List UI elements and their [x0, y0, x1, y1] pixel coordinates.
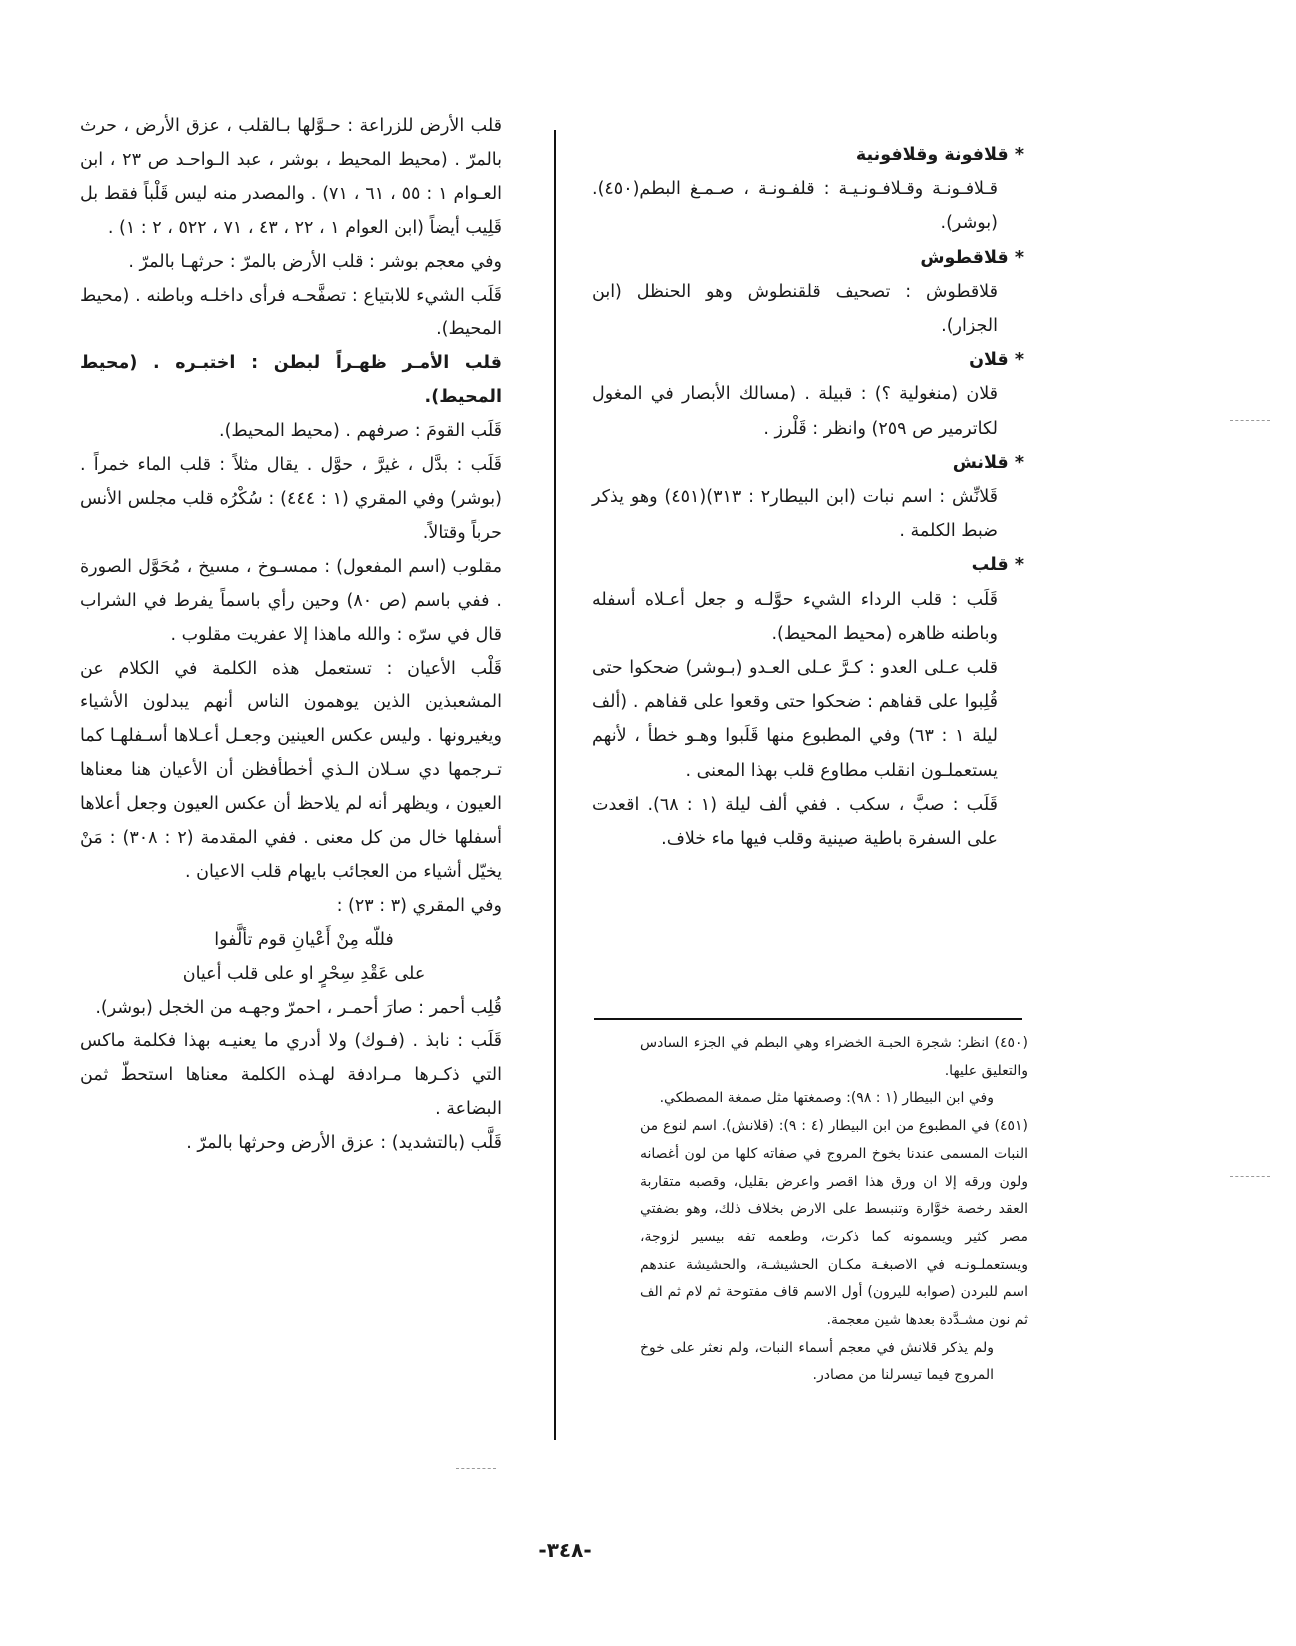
left-column [80, 110, 528, 1161]
verse-line: على عَقْدِ سِحْرٍ او على قلب أعيان [182, 963, 426, 984]
entry-text: قَلَب : بدَّل ، غيرَّ ، حوَّل . يقال مثلاً : قلب الماء خمراً . (بوشر) وفي المقري (١ : ٤٤٤) : سُكْرُه قلب مجلس الأنس حرباً وقتالاً. [80, 455, 502, 543]
entry-text: قَلانِّش : اسم نبات (ابن البيطار٢ : ٣١٣)(٤٥١) وهو يذكر ضبط الكلمة . [592, 487, 998, 542]
footnote: (٤٥٠) انظر: شجرة الحبـة الخضراء وهي البطم في الجزء السادس والتعليق عليها. [640, 1035, 1028, 1079]
entry-text: قَلْب الأعيان : تستعمل هذه الكلمة في الكلام عن المشعبذين الذين يوهمون الناس أنهم يبدلون الأشياء ويغيرونها . وليس عكس العينين وجعـل أعـلاها أسـفلهـا كما تـرجمها دي سـلان الـذي أخطأفظن أن الأعيان هنا معناها العيون ، ويظهر أنه لم يلاحظ أن عكس العيون وجعل أعلاها أسفلها خال من كل معنى . ففي المقدمة (٢ : ٣٠٨) : مَنْ يخيّل أشياء من العجائب بايهام قلب الاعيان . [80, 658, 502, 882]
footnote-continuation: ولم يذكر قلانش في معجم أسماء النبات، ولم نعثر على خوخ المروج فيما تيسرلنا من مصادر. [640, 1339, 994, 1384]
footnote-rule [594, 1018, 1022, 1020]
entry-text: قلب عـلى العدو : كـرَّ عـلى العـدو (بـوشر) ضحكوا حتى قُلِبوا على قفاهم : ضحكوا حتى وقعوا على قفاهم . (ألف ليلة ١ : ٦٣) وفي المطبوع منها قَلَبوا وهـو خطأ ، لأنهم يستعملـون انقلب مطاوع قلب بهذا المعنى . [592, 658, 998, 781]
right-column [592, 138, 1024, 856]
entry-heading: * قلان [969, 350, 1024, 371]
page-number: -٣٤٨- [538, 1538, 592, 1562]
entry-heading: * قلاقطوش [920, 247, 1024, 268]
entry-heading: * قلانش [952, 452, 1024, 473]
entry-text: قَلَّب (بالتشديد) : عزق الأرض وحرثها بالمرّ . [186, 1133, 502, 1154]
footnote-continuation: وفي ابن البيطار (١ : ٩٨): وصمغتها مثل صمغة المصطكي. [659, 1090, 994, 1107]
entry-text: قلاقطوش : تصحيف قلقنطوش وهو الحنظل (ابن الجزار). [592, 281, 998, 337]
entry-text: قَلَب : نابذ . (فـوك) ولا أدري ما يعنيـه بهذا فكلمة ماكس التي ذكـرها مـرادفة لهـذه الكلمة معناها استحطّ ثمن البضاعة . [80, 1031, 502, 1120]
scan-artifact [1230, 1176, 1270, 1177]
entry-text: قلب الأمـر ظهـراً لبطن : اختبـره . (محيط المحيط). [80, 353, 502, 408]
entry-text: مقلوب (اسم المفعول) : ممسـوخ ، مسيخ ، مُحَوَّل الصورة . ففي باسم (ص ٨٠) وحين رأي باسماً يفرط في الشراب قال في سرّه : والله ماهذا إلا عفريت مقلوب . [80, 556, 502, 645]
entry-heading: * قلافونة وقلافونية [855, 145, 1024, 165]
entry-heading: * قلب [971, 555, 1024, 576]
footnote: (٤٥١) في المطبوع من ابن البيطار (٤ : ٩): (قلانش). اسم لنوع من النبات المسمى عندنا بخوخ المروج في صفاته كلها من لون أغصانه ولون ورقه إلا ان ورق هذا اقصر واعرض بقليل، وقصبه متقاربة العقد رخصة خوَّارة وتنبسط على الارض بخلاف ذلك، وهو بضفتي مصر كثير ويسمونه كما ذكرت، وطعمه تفه بيسير لزوجة، ويستعملـونـه في الاصبغـة مكـان الحشيشـة، والحشيشة عندهم اسم للبردن (صوابه لليرون) أول الاسم قاف مفتوحة ثم لام ثم الف ثم نون مشـدَّدة بعدها شين معجمة. [640, 1118, 1028, 1329]
scan-artifact [456, 1468, 496, 1469]
footnotes [640, 1030, 1028, 1390]
verse-line: فللّه مِنْ أَعْيانِ قوم تألَّفوا [214, 929, 394, 950]
entry-text: قلان (منغولية ؟) : قبيلة . (مسالك الأبصار في المغول لكاترمير ص ٢٥٩) وانظر : قَلْرز . [592, 384, 998, 439]
entry-text: وفي معجم بوشر : قلب الأرض بالمرّ : حرثهـا بالمرّ . [128, 251, 502, 272]
scan-artifact [1230, 420, 1270, 421]
entry-text: قَلَب : قلب الرداء الشيء حوَّلـه و جعل أعـلاه أسفله وباطنه ظاهره (محيط المحيط). [592, 589, 998, 644]
entry-text: قَلَب القومَ : صرفهم . (محيط المحيط). [219, 421, 502, 442]
entry-text: قَلَب الشيء للابتياع : تصفَّحـه فرأى داخلـه وباطنه . (محيط المحيط). [80, 285, 502, 340]
entry-text: قـلافـونـة وقـلافـونـيـة : قلفـونـة ، صـمـغ البطم(٤٥٠).(بوشر). [592, 179, 998, 234]
column-divider [554, 130, 556, 1440]
entry-text: وفي المقري (٣ : ٢٣) : [336, 895, 502, 916]
entry-text: قلب الأرض للزراعة : حـوَّلها بـالقلب ، عزق الأرض ، حرث بالمرّ . (محيط المحيط ، بوشر ، عبد الـواحـد ص ٢٣ ، ابن العـوام ١ : ٥٥ ، ٦١ ، ٧١) . والمصدر منه ليس قَلْباً فقط بل قَلِيب أيضاً (ابن العوام ١ ، ٢٢ ، ٤٣ ، ٧١ ، ٥٢٢ ، ٢ : ١) . [80, 116, 503, 238]
entry-text: قُلِب أحمر : صارَ أحمـر ، احمرّ وجهـه من الخجل (بوشر). [95, 997, 502, 1018]
entry-text: قَلَب : صبَّ ، سكب . ففي ألف ليلة (١ : ٦٨). اقعدت على السفرة باطية صينية وقلب فيها ماء خلاف. [592, 794, 998, 850]
